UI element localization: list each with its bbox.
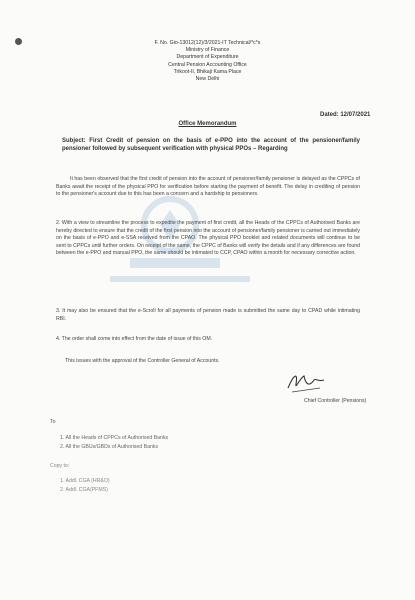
office-name: Central Pension Accounting Office: [168, 61, 247, 68]
to-list-item: 2. All the GBUs/GBDs of Authorised Banks: [60, 444, 159, 450]
signature: [284, 368, 328, 401]
to-label: To: [50, 419, 56, 425]
paragraph-3: [56, 308, 360, 323]
paragraph-2: [56, 220, 360, 258]
office-city: New Delhi: [195, 76, 220, 83]
copy-to-list-item: 1. Addl. CGA (HR&O): [60, 478, 110, 484]
subject-line: Subject: First Credit of pension on the basis of e-PPO into the account of the pensioner/family pensioner followed by subsequent verification with physical PPOs – Regarding: [62, 138, 360, 153]
letterhead: [0, 40, 415, 83]
office-address: Trikoot-II, Bhikaji Kama Place: [173, 68, 242, 75]
file-number: F. No. Gio-13012(12)/3/2021-IT Technical/*c*s: [154, 40, 261, 46]
copy-to-list: [60, 477, 110, 495]
paragraph-1: [56, 176, 360, 199]
signatory-title: Chief Controller (Pensions): [304, 398, 367, 404]
to-list-item: 1. All the Heads of CPPCs of Authorised Banks: [60, 435, 169, 441]
ministry-name: Ministry of Finance: [185, 47, 230, 54]
paragraph-2-text: 2. With a view to streamline the process to expedite the payment of first credit, all the Heads of the CPPCs of Authorised Banks are hereby directed to ensure that the credit of the first pension into the account of pensioner/family pensioner is carried out immediately on the basis of e-PPO and e-SSA received from the CPAO. The physical PPO booklet and related documents will continue to be sent to CPPCs until further orders. On receipt of the same, the CPPC of Banks will verify the details and if any differences are found between the e-PPO and manual PPO, the same should be intimated to CCP, CPAO within a month for necessary corrective action.: [56, 220, 360, 257]
paragraph-4: [56, 336, 360, 344]
department-name: Department of Expenditure: [176, 54, 239, 61]
paragraph-1-text: It has been observed that the first credit of pension into the account of pensioner/family pensioner is delayed as the CPPCs of Banks await the receipt of the physical PPO for verification before starting the payment of benefit. The delay in crediting of pension to the pensioner's account due to this has been a concern and a hardship to pensioners.: [56, 176, 360, 198]
copy-to-label: Copy to:: [50, 463, 70, 469]
memo-date: Dated: 12/07/2021: [320, 112, 371, 118]
to-list: [60, 434, 168, 452]
copy-to-list-item: 2. Addl. CGA(PFMS): [60, 487, 108, 493]
memo-title: Office Memorandum: [178, 121, 237, 127]
paragraph-4-text: 4. The order shall come into effect from the date of issue of this OM.: [56, 336, 213, 342]
approval-note: This issues with the approval of the Controller General of Accounts.: [65, 358, 220, 364]
paragraph-3-text: 3. It may also be ensured that the e-Scroll for all payments of pension made is submitted the same day to CPAD while intimating RBI.: [56, 308, 360, 322]
